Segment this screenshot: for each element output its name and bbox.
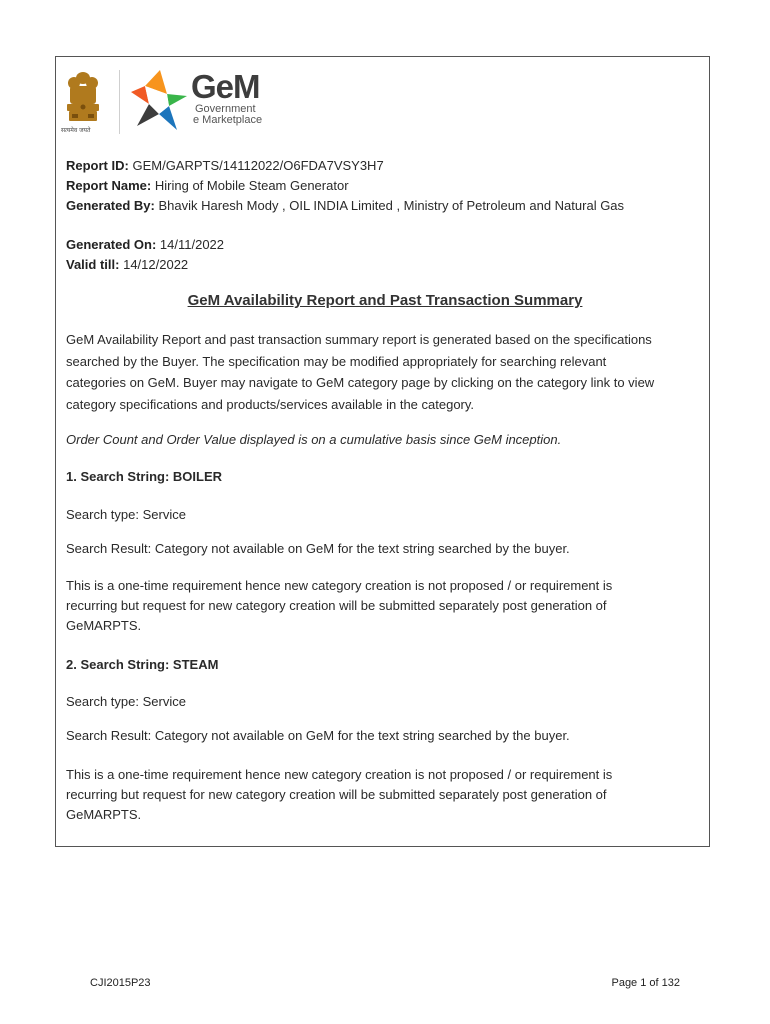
report-name-label: Report Name:	[66, 178, 152, 193]
report-id-line	[66, 156, 624, 176]
gem-star-logo-icon	[129, 66, 191, 136]
cumulative-note: Order Count and Order Value displayed is on a cumulative basis since GeM inception.	[66, 432, 562, 447]
report-meta-block	[66, 156, 624, 216]
remark-line: GeMARPTS.	[66, 618, 142, 633]
generated-on-label: Generated On:	[66, 237, 157, 252]
valid-till-label: Valid till:	[66, 257, 120, 272]
intro-line: category specifications and products/services available in the category.	[66, 396, 475, 412]
search-2-result: Search Result: Category not available on GeM for the text string searched by the buyer.	[66, 728, 570, 743]
search-2-remark	[66, 765, 696, 825]
generated-on-value: 14/11/2022	[159, 237, 225, 252]
remark-line: This is a one-time requirement hence new category creation is not proposed / or requirement is	[66, 578, 613, 593]
valid-till-value: 14/12/2022	[123, 257, 189, 272]
report-id-value: GEM/GARPTS/14112022/O6FDA7VSY3H7	[132, 158, 384, 173]
report-id-label: Report ID:	[66, 158, 129, 173]
remark-line: This is a one-time requirement hence new category creation is not proposed / or requirement is	[66, 767, 613, 782]
logo-divider	[119, 70, 120, 134]
generated-by-label: Generated By:	[66, 198, 155, 213]
report-name-line	[66, 176, 624, 196]
search-1-type: Search type: Service	[66, 507, 186, 522]
remark-line: recurring but request for new category creation will be submitted separately post generation of	[66, 787, 607, 802]
report-dates-block	[66, 235, 224, 275]
footer-code: CJI2015P23	[90, 977, 151, 989]
intro-line: GeM Availability Report and past transaction summary report is generated based on the specifications	[66, 332, 652, 347]
remark-line: GeMARPTS.	[66, 807, 142, 822]
search-1-remark	[66, 576, 696, 636]
gem-logo-word: GeM	[191, 68, 260, 105]
generated-by-line	[66, 196, 624, 216]
valid-till-line	[66, 255, 224, 275]
generated-by-value: Bhavik Haresh Mody , OIL INDIA Limited , Ministry of Petroleum and Natural Gas	[158, 198, 625, 213]
emblem-caption: सत्यमेव जयते	[61, 127, 91, 134]
gem-logo-line1: Government	[195, 103, 256, 115]
gem-logo-line2: e Marketplace	[193, 114, 263, 126]
generated-on-line	[66, 235, 224, 255]
summary-title: GeM Availability Report and Past Transaction Summary	[187, 292, 583, 309]
search-1-result: Search Result: Category not available on GeM for the text string searched by the buyer.	[66, 541, 570, 556]
header-logos	[63, 66, 283, 138]
summary-intro	[66, 329, 696, 415]
search-2-type: Search type: Service	[66, 694, 186, 709]
search-2-heading: 2. Search String: STEAM	[66, 657, 219, 672]
footer-page-number: Page 1 of 132	[611, 977, 680, 989]
report-name-value: Hiring of Mobile Steam Generator	[154, 178, 349, 193]
search-1-heading: 1. Search String: BOILER	[66, 469, 223, 484]
intro-line: categories on GeM. Buyer may navigate to GeM category page by clicking on the category link to view	[66, 375, 655, 390]
remark-line: recurring but request for new category creation will be submitted separately post generation of	[66, 598, 607, 613]
intro-line: searched by the Buyer. The specification may be modified appropriately for searching relevant	[66, 353, 607, 369]
